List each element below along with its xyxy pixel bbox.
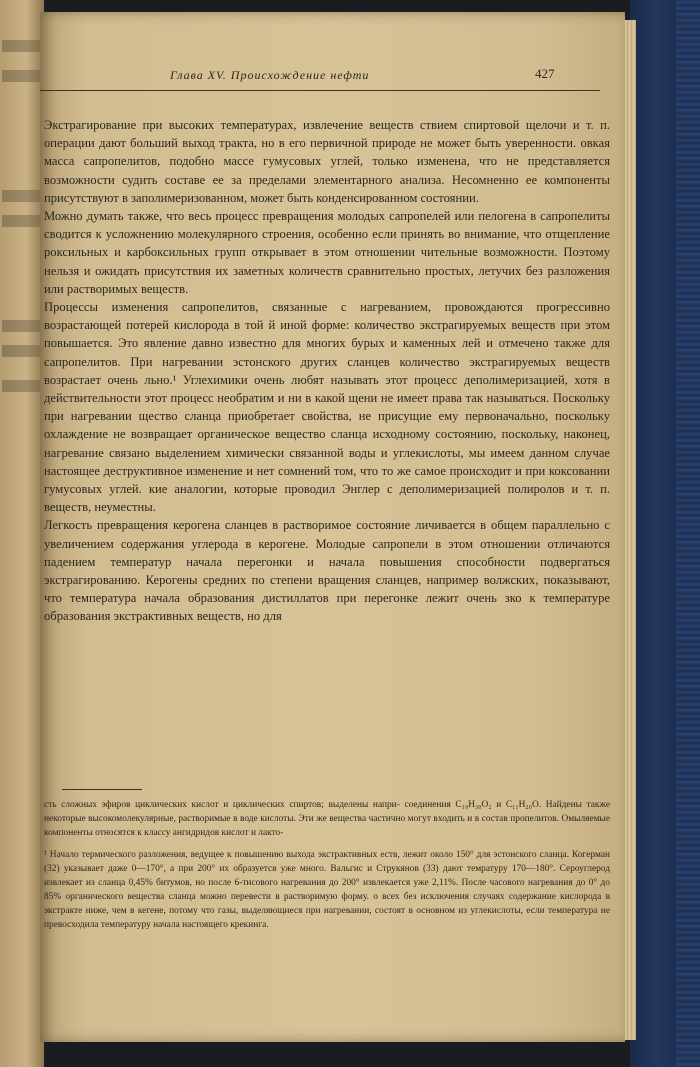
- page-number: 427: [535, 66, 555, 81]
- footnote: сть сложных эфиров циклических кислот и циклических спиртов; выделены напри- соединения C₁₉H₃₀O₂ и C₁₁H₂₀O. Найдены также некоторые высокомолекулярные, растворимые в воде кислоты. Эти же вещества частично могут входить и в состав пропелитов. Омыляемые компоненты относятся к классу ангидридов кислот и лакто-: [44, 800, 610, 838]
- paragraph: Можно думать также, что весь процесс превращения молодых сапропелей или пелогена в сапропелиты сводится к усложнению молекулярного строения, особенно если принять во внимание, что отщепление роксильных и карбоксильных групп открывает в этом отношении чительные возможности. Поэтому нельзя и ожидать присутствия их заметных количеств сравнительно простых, летучих без разложения или растворимых веществ.: [44, 209, 610, 296]
- footnote-rule: [62, 789, 142, 790]
- chapter-title: Глава XV. Происхождение нефти: [170, 68, 370, 82]
- paragraph: Легкость превращения керогена сланцев в растворимое состояние личивается в общем параллельно с увеличением содержания углерода в керогене. Молодые сапропели в этом отношении отличаются падением температур начала перегонки и начала повышения способности подвергаться экстрагированию. Керогены средних по степени вращения сланцев, например волжских, показывают, что температура начала образования дистиллатов при перегонке лежит очень зко к температуре образования экстрактивных веществ, но для: [44, 518, 610, 624]
- footnotes: [44, 798, 610, 940]
- running-header: [40, 60, 600, 91]
- footnote: ¹ Начало термического разложения, ведущее к повышению выхода экстрактивных еств, лежит около 150° для эстонского сланца. Когерман (32) указывает даже 0—170°, а при 200° их образуется уже много. Вальгис и Струкянов (33) дают темратуру 170—180°. Сероуглерод извлекает из сланца 0,45% битумов, но после 6-тисового нагревания до 200° извлекается уже 2,11%. После часового нагревания до 0° до 85% органического вещества сланца можно перевести в растворимую форму. о всех без исключения случаях содержание кислорода в экстракте ниже, чем в кегене, потому что газы, выделяющиеся при нагревании, состоят в основном из углекислоты, если температура не превосходила температуру начала настоящего крекинга.: [44, 850, 610, 930]
- facing-page-edge: [0, 0, 44, 1067]
- paragraph: Процессы изменения сапропелитов, связанные с нагреванием, провождаются прогрессивно возрастающей потерей кислорода в той й иной форме: количество экстрагируемых веществ при этом повышается. Это явление давно известно для многих бурых и каменных лей и отмечено также для сапропелитов. При нагревании эстонского других сланцев количество экстрагируемых веществ возрастает очень льно.¹ Углехимики очень любят называть этот процесс деполимеризацией, хотя в действительности этот процесс необратим и ни в какой щени не имеет права так называться. Поскольку при нагревании щество сланца приобретает свойства, не присущие ему первоначально, поскольку охлаждение не возвращает органическое вещество сланца исходному состоянию, поскольку, наконец, нагревание связано выделением химически связанной воды и углекислоты, мы имеем данном случае настоящее деструктивное изменение и нет сомнений том, что то же самое происходит и при коксовании гумусовых углей. кие аналогии, которые проводил Энглер с деполимеризацией полиролов и т. п. веществ, неуместны.: [44, 300, 610, 515]
- paragraph: Экстрагирование при высоких температурах, извлечение веществ ствием спиртовой щелочи и т. п. операции дают больший выход тракта, но в его первичной природе не может быть уверенности. овкая масса сапропелитов, подобно массе гумусовых углей, только изменена, что не представляется возможности судить составе ее за пределами элементарного анализа. Несомненно ее компоненты присутствуют в заполимеризованном, может быть конденсированном состоянии.: [44, 118, 610, 205]
- main-text: [44, 116, 610, 626]
- book-page: [40, 12, 625, 1042]
- cover-edge: [676, 0, 700, 1067]
